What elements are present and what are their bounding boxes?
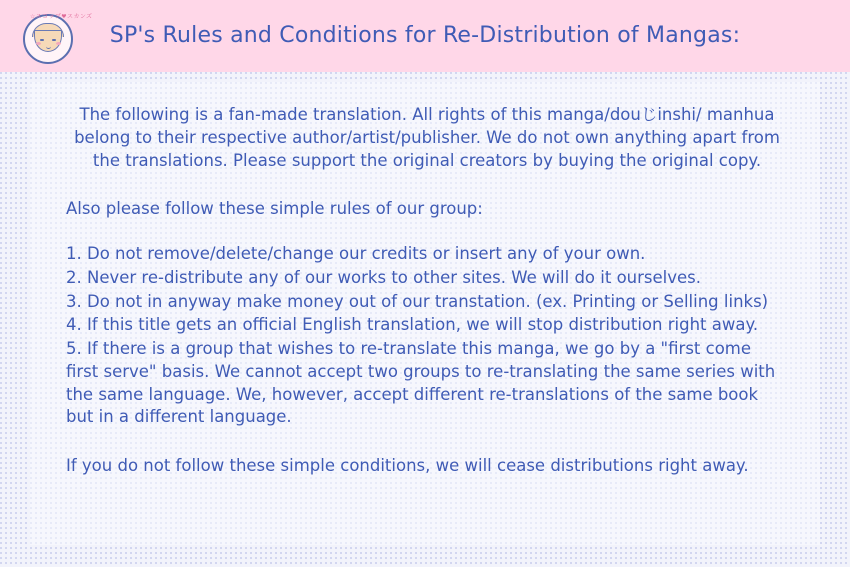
notice-text-container [30, 82, 820, 545]
rules-list [66, 243, 788, 429]
header-band [0, 0, 850, 72]
list-item: 3. Do not in anyway make money out of our transtation. (ex. Printing or Selling links) [66, 291, 769, 311]
closing-paragraph: If you do not follow these simple conditions, we will cease distributions right away. [66, 456, 749, 476]
list-item: 1. Do not remove/delete/change our credits or insert any of your own. [66, 244, 646, 264]
intro-paragraph: The following is a fan-made translation. All rights of this manga/douじinshi/ manhua belong to their respective author/artist/publisher. We do not own anything apart from the translations. Please support the original creators by buying the original copy. [74, 105, 780, 170]
page-title: SP's Rules and Conditions for Re-Distribution of Mangas: [109, 23, 741, 48]
rules-lead-in: Also please follow these simple rules of our group: [66, 199, 483, 219]
notice-body [0, 72, 850, 567]
list-item: 4. If this title gets an official English translation, we will stop distribution right away. [66, 315, 759, 335]
logo-caption: ☆スコップ♥スカンズ [30, 13, 93, 20]
list-item: 2. Never re-distribute any of our works to other sites. We will do it ourselves. [66, 267, 701, 287]
list-item: 5. If there is a group that wishes to re-translate this manga, we go by a "first come first serve" basis. We cannot accept two groups to re-translating the same series with the same language. We, however, accept different re-translations of the same book but in a different language. [66, 339, 776, 427]
